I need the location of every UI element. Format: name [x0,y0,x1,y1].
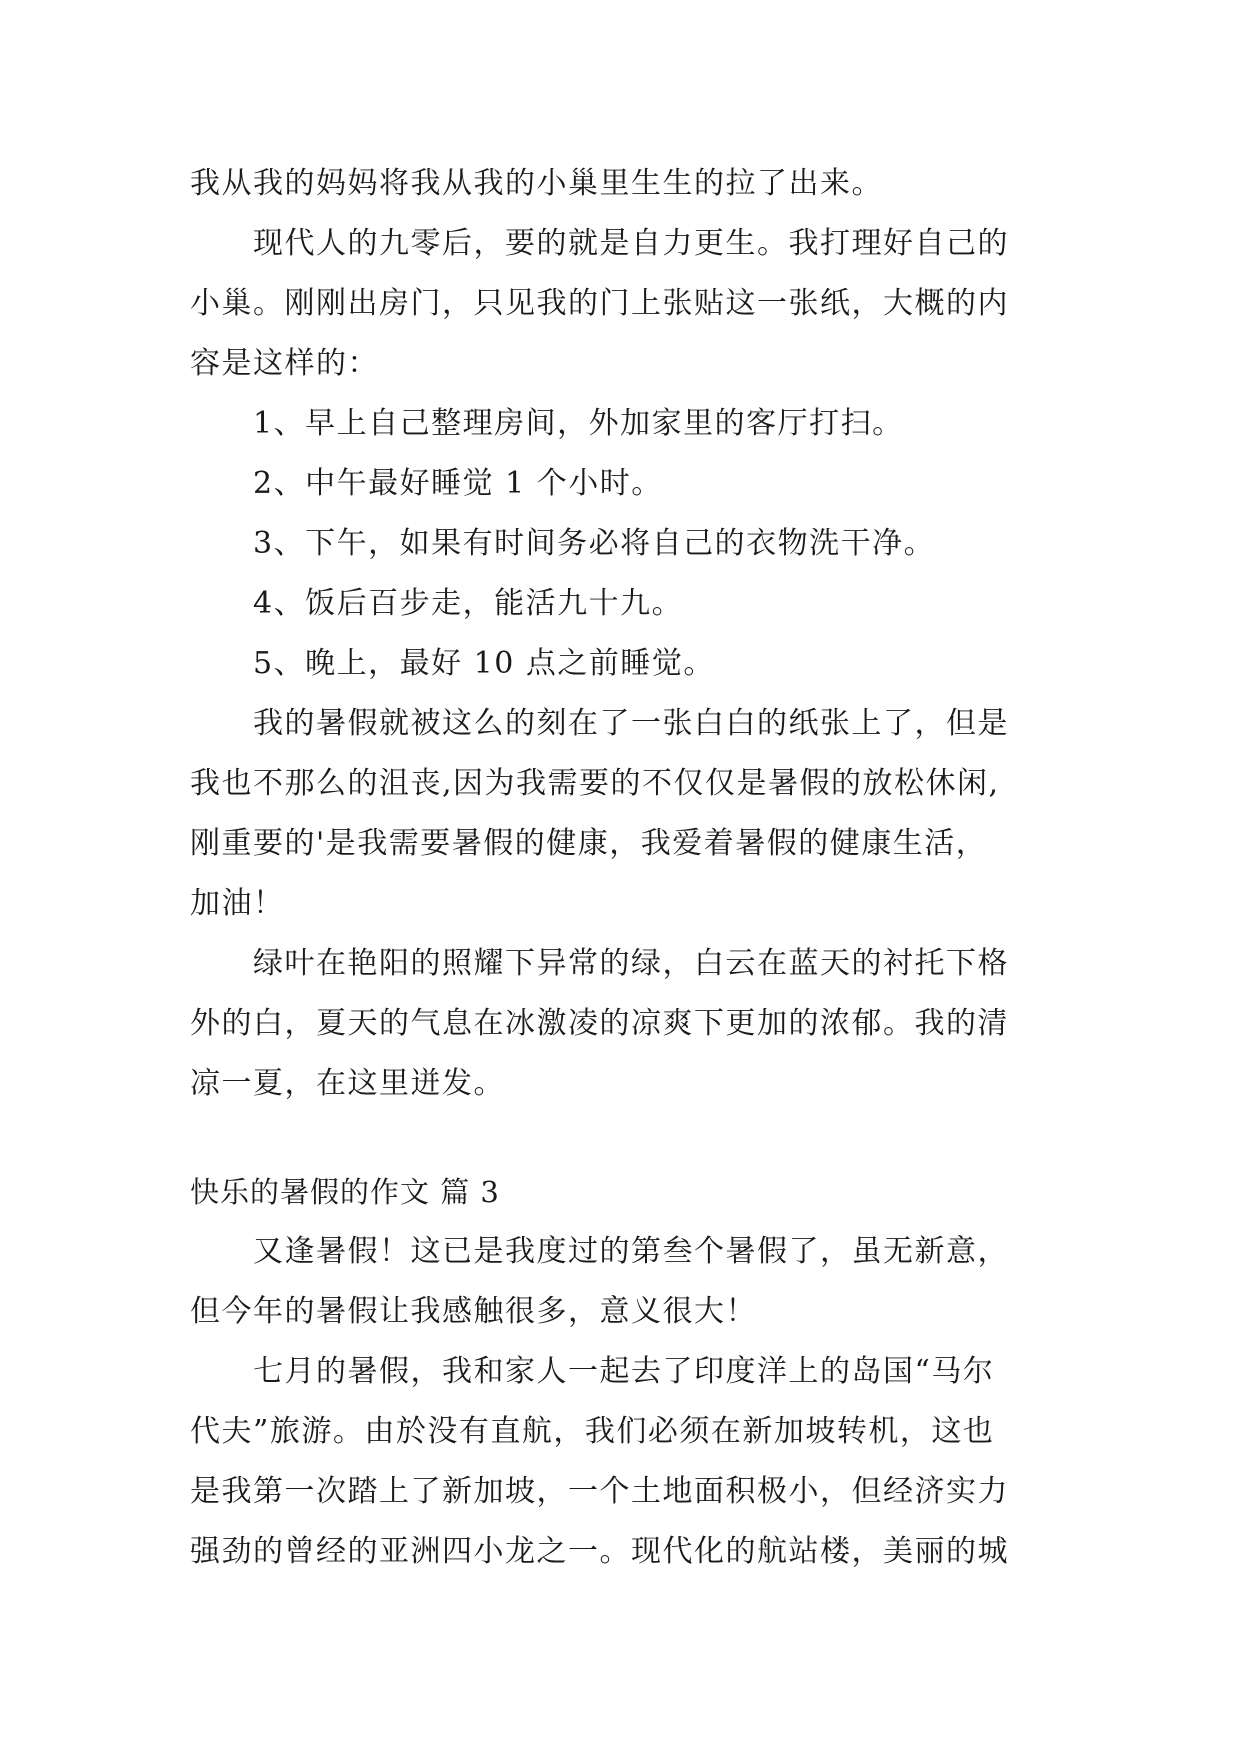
document-body [190,154,1060,1582]
paragraph-line: 绿叶在艳阳的照耀下异常的绿，白云在蓝天的衬托下格 [253,946,1009,981]
paragraph-line: 七月的暑假，我和家人一起去了印度洋上的岛国“马尔 [253,1354,995,1389]
paragraph-line: 我的暑假就被这么的刻在了一张白白的纸张上了，但是 [253,706,1009,741]
list-item: 3、下午，如果有时间务必将自己的衣物洗干净。 [253,526,936,561]
paragraph-line: 凉一夏，在这里迸发。 [190,1066,505,1101]
list-item: 5、晚上，最好 10 点之前睡觉。 [253,646,715,681]
paragraph-line: 外的白，夏天的气息在冰激凌的凉爽下更加的浓郁。我的清 [190,1006,1009,1041]
list-item: 2、中午最好睡觉 1 个小时。 [253,466,663,501]
paragraph-line: 容是这样的： [190,346,379,381]
list-item: 1、早上自己整理房间，外加家里的客厅打扫。 [253,406,904,441]
paragraph-line: 现代人的九零后，要的就是自力更生。我打理好自己的 [253,226,1009,261]
paragraph-line: 我也不那么的沮丧,因为我需要的不仅仅是暑假的放松休闲, [190,766,1000,801]
paragraph-line: 但今年的暑假让我感触很多，意义很大！ [190,1294,757,1329]
paragraph-line: 加油！ [190,886,285,921]
paragraph-line: 刚重要的'是我需要暑假的健康，我爱着暑假的健康生活， [190,826,988,861]
paragraph-line: 又逢暑假！这已是我度过的第叁个暑假了，虽无新意， [253,1234,1009,1269]
section-heading: 快乐的暑假的作文 篇 3 [190,1175,500,1209]
paragraph-line: 是我第一次踏上了新加坡，一个土地面积极小，但经济实力 [190,1474,1009,1509]
paragraph-line: 强劲的曾经的亚洲四小龙之一。现代化的航站楼，美丽的城 [190,1534,1009,1569]
section-gap [190,1114,1060,1162]
paragraph-line: 小巢。刚刚出房门，只见我的门上张贴这一张纸，大概的内 [190,286,1009,321]
paragraph-line: 代夫”旅游。由於没有直航，我们必须在新加坡转机，这也 [190,1414,995,1449]
paragraph-line: 我从我的妈妈将我从我的小巢里生生的拉了出来。 [190,166,883,201]
list-item: 4、饭后百步走，能活九十九。 [253,586,684,621]
